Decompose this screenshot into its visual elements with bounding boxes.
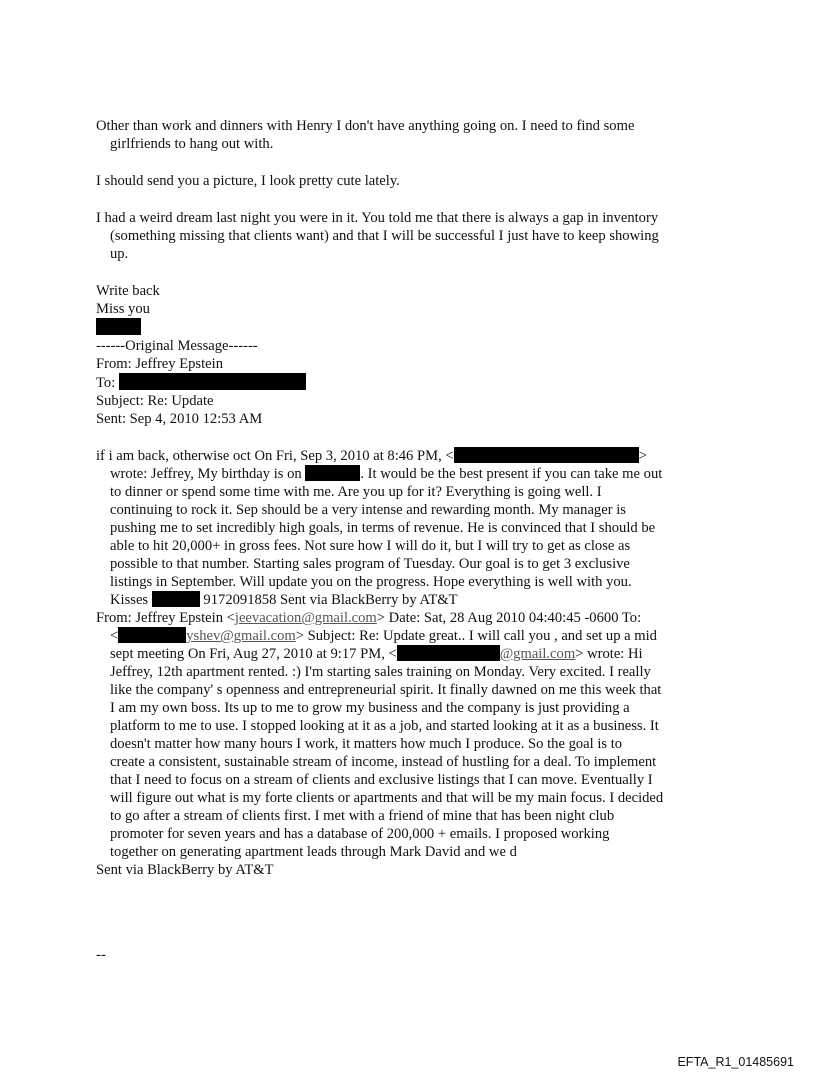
body-line: able to hit 20,000+ in gross fees. Not sure how I will do it, but I will try to get as close as [110, 538, 631, 554]
original-message-divider: ------Original Message------ [96, 338, 258, 354]
body-line: I am my own boss. Its up to me to grow my business and the company is just providing a [110, 700, 630, 716]
body-line: to go after a stream of clients first. I met with a friend of mine that has been night club [110, 808, 615, 824]
body-line: continuing to rock it. Sep should be a very intense and rewarding month. My manager is [110, 502, 626, 518]
closing-line: Write back [96, 283, 160, 299]
paragraph-line: girlfriends to hang out with. [110, 136, 274, 152]
body-line: promoter for seven years and has a database of 200,000 + emails. I proposed working [110, 826, 610, 842]
body-line: Jeffrey, 12th apartment rented. :) I'm starting sales training on Monday. Very excited. I really [110, 664, 651, 680]
paragraph-line: I had a weird dream last night you were in it. You told me that there is always a gap in inventory [96, 210, 659, 226]
redaction-block [152, 591, 200, 607]
body-line: together on generating apartment leads through Mark David and we d [110, 844, 517, 860]
body-line: pushing me to set incredibly high goals, in terms of revenue. He is convinced that I should be [110, 520, 656, 536]
signature-redaction [96, 318, 141, 337]
signature-line: Sent via BlackBerry by AT&T [96, 862, 274, 878]
header-to: To: [96, 373, 306, 392]
closing-line: Miss you [96, 301, 150, 317]
redaction-block [305, 465, 360, 481]
paragraph-line: up. [110, 246, 129, 262]
redaction-block [119, 373, 306, 390]
body-line: to dinner or spend some time with me. Are you up for it? Everything is going well. I [110, 484, 602, 500]
body-line: listings in September. Will update you on the progress. Hope everything is well with you. [110, 574, 632, 590]
email-link[interactable]: yshev@gmail.com [186, 628, 296, 644]
body-line: doesn't matter how many hours I work, it matters how much I produce. So the goal is to [110, 736, 623, 752]
email-link[interactable]: jeevacation@gmail.com [234, 610, 377, 626]
header-subject: Subject: Re: Update [96, 393, 214, 409]
body-line: create a consistent, sustainable stream of income, instead of hustling for a deal. To implement [110, 754, 657, 770]
body-line: possible to that number. Starting sales program of Tuesday. Our goal is to get 3 exclusive [110, 556, 630, 572]
separator-dashes: -- [96, 947, 106, 963]
paragraph-line: I should send you a picture, I look pretty cute lately. [96, 173, 400, 189]
redaction-block [118, 627, 186, 643]
paragraph-line: (something missing that clients want) and that I will be successful I just have to keep showing [110, 228, 659, 244]
body-line: like the company' s openness and entrepreneurial spirit. It finally dawned on me this week that [110, 682, 662, 698]
body-line: will figure out what is my forte clients or apartments and that will be my main focus. I decided [110, 790, 664, 806]
redaction-block [397, 645, 500, 661]
document-id: EFTA_R1_01485691 [677, 1055, 794, 1069]
paragraph-line: Other than work and dinners with Henry I don't have anything going on. I need to find some [96, 118, 635, 134]
header-from: From: Jeffrey Epstein [96, 356, 223, 372]
header-sent: Sent: Sep 4, 2010 12:53 AM [96, 411, 263, 427]
body-line: < yshev@gmail.com> Subject: Re: Update great.. I will call you , and set up a mid [110, 628, 657, 644]
body-line: sept meeting On Fri, Aug 27, 2010 at 9:17 PM, < @gmail.com> wrote: Hi [110, 646, 643, 662]
body-line: platform to me to use. I stopped looking at it as a job, and started looking at it as a business. It [110, 718, 659, 734]
body-line: if i am back, otherwise oct On Fri, Sep 3, 2010 at 8:46 PM, < > [96, 448, 647, 464]
body-line: From: Jeffrey Epstein <jeevacation@gmail.com> Date: Sat, 28 Aug 2010 04:40:45 -0600 To: [96, 610, 642, 626]
redaction-block [454, 447, 639, 463]
email-link[interactable]: @gmail.com [499, 646, 576, 662]
body-line: Kisses 9172091858 Sent via BlackBerry by AT&T [110, 592, 458, 608]
body-line: wrote: Jeffrey, My birthday is on . It would be the best present if you can take me out [110, 466, 663, 482]
body-line: that I need to focus on a stream of clients and exclusive listings that I can move. Eventually I [110, 772, 653, 788]
